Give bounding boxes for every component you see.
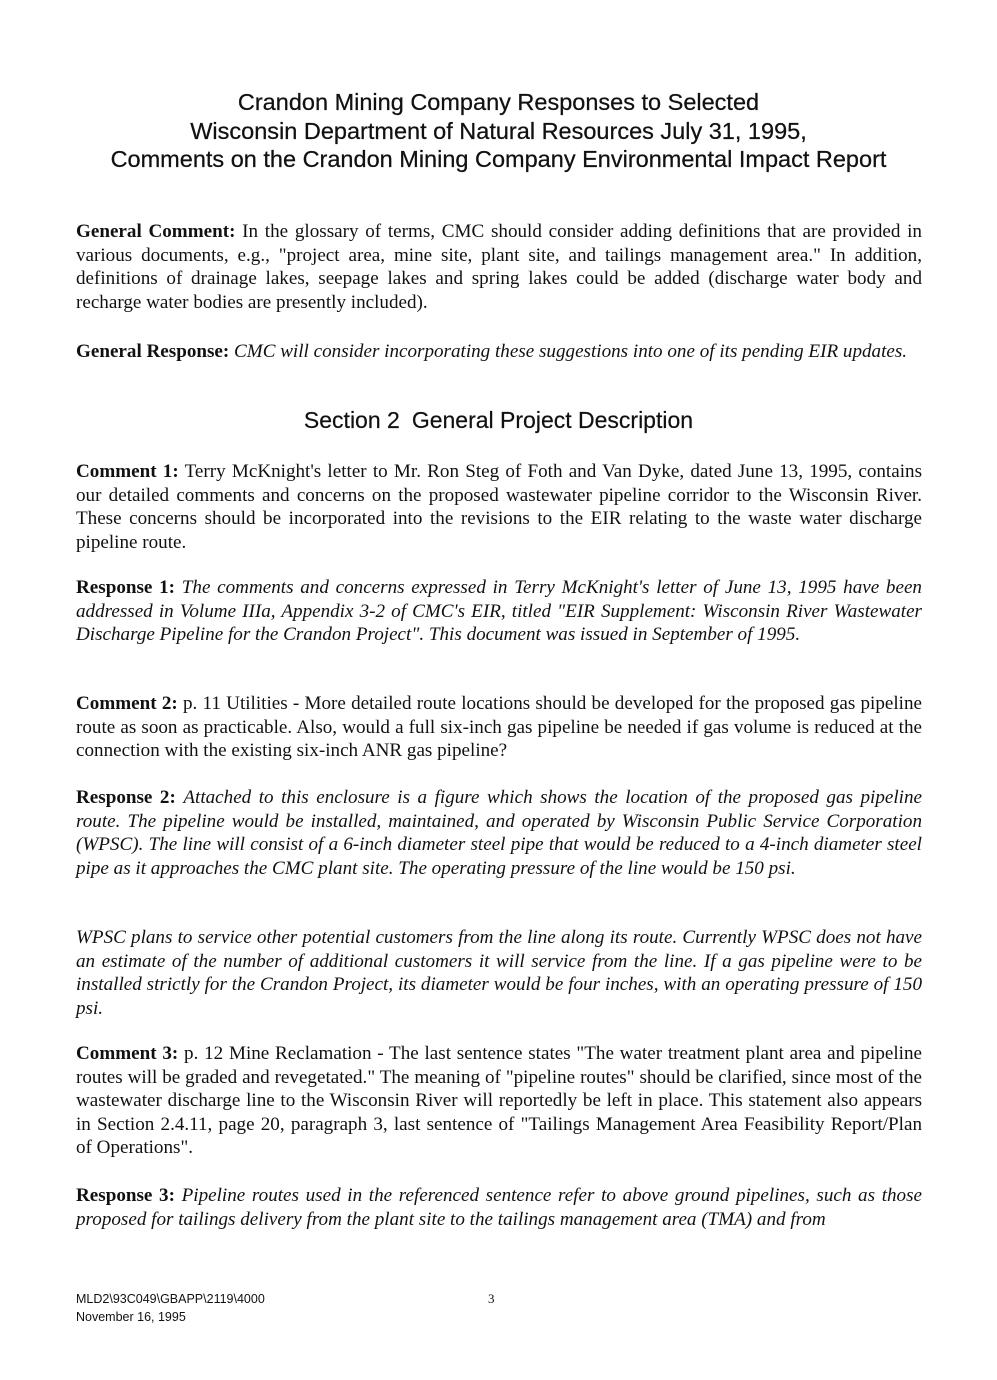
response-1 [76, 576, 922, 647]
response-3 [76, 1184, 922, 1231]
footer [76, 1290, 265, 1326]
page-number: 3 [488, 1291, 495, 1306]
response-2-continued [76, 926, 922, 1020]
response-3-text: Pipeline routes used in the referenced sentence refer to above ground pipelines, such as those proposed for tailings delivery from the plant site to the tailings management area (TMA) and from [76, 1185, 922, 1230]
comment-2 [76, 692, 922, 763]
comment-1-text: Terry McKnight's letter to Mr. Ron Steg of Foth and Van Dyke, dated June 13, 1995, contains our detailed comments and concerns on the proposed wastewater pipeline corridor to the Wisconsin River. These concerns should be incorporated into the revisions to the EIR relating to the waste water discharge pipeline route. [76, 461, 922, 553]
footer-path: MLD2\93C049\GBAPP\2119\4000 [76, 1292, 265, 1306]
response-2 [76, 786, 922, 880]
response-2-text-2: WPSC plans to service other potential customers from the line along its route. Currently WPSC does not have an estimate of the number of additional customers it will service from the line. If a gas pipeline were to be installed strictly for the Crandon Project, its diameter would be four inches, with an operating pressure of 150 psi. [76, 927, 922, 1019]
response-1-label: Response 1: [76, 577, 176, 598]
title-line-1: Crandon Mining Company Responses to Selected [237, 89, 760, 115]
title-line-2: Wisconsin Department of Natural Resources July 31, 1995, [190, 117, 807, 144]
comment-2-text: p. 11 Utilities - More detailed route locations should be developed for the proposed gas pipeline route as soon as practicable. Also, would a full six-inch gas pipeline be needed if gas volume is reduced at the connection with the existing six-inch ANR gas pipeline? [76, 693, 922, 761]
document-title [0, 88, 997, 174]
title-line-3: Comments on the Crandon Mining Company Environmental Impact Report [110, 146, 887, 172]
comment-1 [76, 460, 922, 554]
general-response [76, 340, 922, 364]
response-2-label: Response 2: [76, 787, 176, 808]
response-2-text: Attached to this enclosure is a figure which shows the location of the proposed gas pipeline route. The pipeline would be installed, maintained, and operated by Wisconsin Public Service Corporation (WPSC). The line will consist of a 6-inch diameter steel pipe that would be reduced to a 4-inch diameter steel pipe as it approaches the CMC plant site. The operating pressure of the line would be 150 psi. [76, 787, 922, 879]
comment-2-label: Comment 2: [76, 693, 178, 714]
general-comment-label: General Comment: [76, 221, 236, 242]
section-title: General Project Description [411, 407, 694, 433]
comment-3 [76, 1042, 922, 1160]
response-1-text: The comments and concerns expressed in Terry McKnight's letter of June 13, 1995 have been addressed in Volume IIIa, Appendix 3-2 of CMC's EIR, titled "EIR Supplement: Wisconsin River Wastewater Discharge Pipeline for the Crandon Project". This document was issued in September of 1995. [76, 577, 922, 645]
footer-date: November 16, 1995 [76, 1310, 186, 1324]
section-number: Section 2 [303, 407, 400, 433]
response-3-label: Response 3: [76, 1185, 175, 1206]
general-comment [76, 220, 922, 314]
general-response-text: CMC will consider incorporating these suggestions into one of its pending EIR updates. [234, 341, 908, 362]
general-response-label: General Response: [76, 341, 230, 362]
comment-3-text: p. 12 Mine Reclamation - The last sentence states "The water treatment plant area and pipeline routes will be graded and revegetated." The meaning of "pipeline routes" should be clarified, since most of the wastewater discharge line to the Wisconsin River will reportedly be left in place. This statement also appears in Section 2.4.11, page 20, paragraph 3, last sentence of "Tailings Management Area Feasibility Report/Plan of Operations". [76, 1043, 922, 1158]
comment-1-label: Comment 1: [76, 461, 179, 482]
section-heading [0, 405, 997, 435]
general-comment-text: In the glossary of terms, CMC should consider adding definitions that are provided in various documents, e.g., "project area, mine site, plant site, and tailings management area." In addition, definitions of drainage lakes, seepage lakes and spring lakes could be added (discharge water body and recharge water bodies are presently included). [76, 221, 922, 313]
comment-3-label: Comment 3: [76, 1043, 179, 1064]
